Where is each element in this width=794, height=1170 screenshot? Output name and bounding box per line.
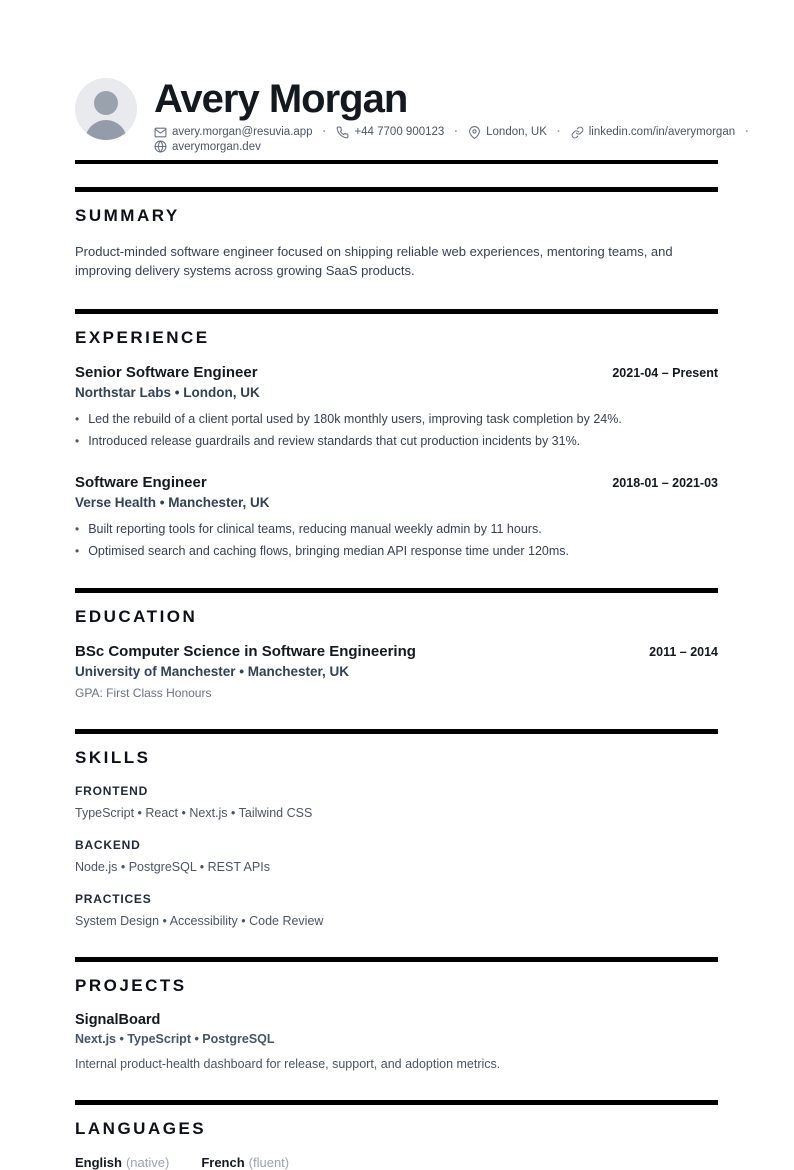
language-name: English xyxy=(75,1155,122,1170)
job-bullet: • Led the rebuild of a client portal used by 180k monthly users, improving task completion by 24%. xyxy=(75,412,718,427)
experience-entry xyxy=(75,474,718,559)
job-company: Northstar Labs • London, UK xyxy=(75,385,260,400)
section-title-projects: PROJECTS xyxy=(75,976,187,995)
link-icon xyxy=(571,126,584,139)
header-divider xyxy=(75,160,718,164)
summary-section xyxy=(75,187,718,280)
avatar xyxy=(75,78,137,140)
contact-list xyxy=(154,125,749,154)
degree-title: BSc Computer Science in Software Engineering xyxy=(75,643,416,660)
section-title-education: EDUCATION xyxy=(75,607,198,626)
job-bullet: • Optimised search and caching flows, bringing median API response time under 120ms. xyxy=(75,544,718,559)
summary-text: Product-minded software engineer focused on shipping reliable web experiences, mentoring teams, and improving delivery systems across growing SaaS products. xyxy=(75,244,673,278)
language-item xyxy=(75,1155,169,1170)
education-section xyxy=(75,588,718,700)
skills-section xyxy=(75,729,718,928)
job-dates: 2021-04 – Present xyxy=(612,366,718,380)
avatar-person-icon xyxy=(94,91,118,115)
section-title-summary: SUMMARY xyxy=(75,206,180,225)
job-bullet: • Introduced release guardrails and review standards that cut production incidents by 31%. xyxy=(75,434,718,449)
job-bullet: • Built reporting tools for clinical teams, reducing manual weekly admin by 11 hours. xyxy=(75,522,718,537)
contact-location: London, UK xyxy=(468,125,547,140)
phone-icon xyxy=(336,126,349,139)
experience-entry xyxy=(75,364,718,449)
skill-group-label: FRONTEND xyxy=(75,784,149,798)
candidate-name: Avery Morgan xyxy=(154,77,408,121)
job-bullets xyxy=(75,522,718,559)
contact-separator: · xyxy=(556,126,561,138)
skill-group-items: Node.js • PostgreSQL • REST APIs xyxy=(75,860,270,874)
project-stack: Next.js • TypeScript • PostgreSQL xyxy=(75,1032,275,1046)
contact-email[interactable]: avery.morgan@resuvia.app xyxy=(154,125,313,140)
contact-website[interactable]: averymorgan.dev xyxy=(154,140,261,155)
job-bullets xyxy=(75,412,718,449)
skill-group-label: PRACTICES xyxy=(75,892,152,906)
project-description: Internal product-health dashboard for release, support, and adoption metrics. xyxy=(75,1057,501,1071)
school-name: University of Manchester • Manchester, UK xyxy=(75,664,350,679)
email-icon xyxy=(154,126,167,139)
projects-section xyxy=(75,957,718,1071)
gpa-note: GPA: First Class Honours xyxy=(75,686,212,700)
resume-header xyxy=(75,0,749,154)
contact-linkedin[interactable]: linkedin.com/in/averymorgan xyxy=(571,125,735,140)
contact-phone[interactable]: +44 7700 900123 xyxy=(336,125,444,140)
skill-group xyxy=(75,784,718,820)
languages-list xyxy=(75,1155,718,1170)
project-entry xyxy=(75,1012,718,1071)
language-level: (fluent) xyxy=(248,1155,290,1170)
language-item xyxy=(201,1155,289,1170)
job-dates: 2018-01 – 2021-03 xyxy=(612,476,718,490)
section-title-skills: SKILLS xyxy=(75,748,151,767)
contact-separator: · xyxy=(322,126,327,138)
contact-separator: · xyxy=(745,126,749,138)
language-level: (native) xyxy=(125,1155,170,1170)
contact-separator: · xyxy=(454,126,459,138)
skill-group xyxy=(75,892,718,928)
globe-icon xyxy=(154,140,167,153)
section-title-languages: LANGUAGES xyxy=(75,1119,207,1138)
skill-group xyxy=(75,838,718,874)
job-title: Senior Software Engineer xyxy=(75,364,258,381)
job-title: Software Engineer xyxy=(75,474,207,491)
skill-group-items: System Design • Accessibility • Code Review xyxy=(75,914,324,928)
section-title-experience: EXPERIENCE xyxy=(75,328,210,347)
project-name: SignalBoard xyxy=(75,1012,161,1028)
skill-group-items: TypeScript • React • Next.js • Tailwind CSS xyxy=(75,806,313,820)
experience-section xyxy=(75,309,718,559)
skill-group-label: BACKEND xyxy=(75,838,141,852)
location-icon xyxy=(468,126,481,139)
education-dates: 2011 – 2014 xyxy=(649,645,718,659)
job-company: Verse Health • Manchester, UK xyxy=(75,495,270,510)
languages-section xyxy=(75,1100,718,1170)
language-name: French xyxy=(201,1155,245,1170)
